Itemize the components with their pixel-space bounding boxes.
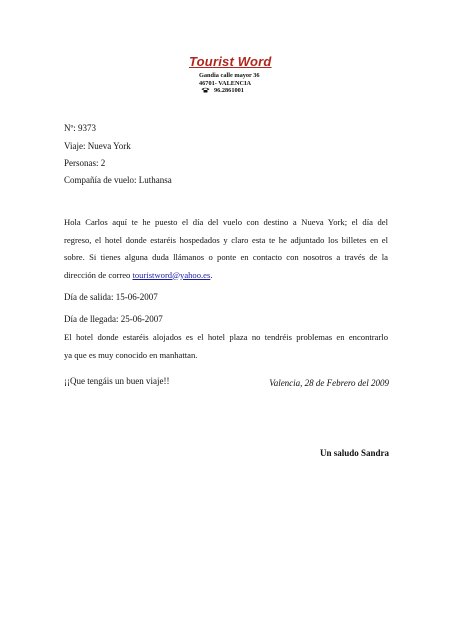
phone-icon [201, 87, 210, 93]
paragraph-line: El hotel donde estaréis alojados es el hotel plaza no tendréis problemas en encontrarlo [64, 332, 388, 342]
address-street: Gandia calle mayor 36 [199, 72, 260, 79]
paragraph-line [64, 267, 388, 285]
paragraph-line: Hola Carlos aquí te he puesto el día del vuelo con destino a Nueva York; el día del [64, 217, 388, 227]
hotel-paragraph [64, 329, 388, 364]
phone-number: 96.2861001 [214, 87, 244, 94]
booking-trip: Viaje: Nueva York [64, 141, 131, 151]
message-paragraph [64, 214, 388, 284]
phone-line [201, 87, 244, 95]
paragraph-line: sobre. Si tienes alguna duda llámanos o ponte en contacto con nosotros a través de la [64, 252, 388, 262]
departure-date: Día de salida: 15-06-2007 [64, 292, 158, 302]
arrival-date: Día de llegada: 25-06-2007 [64, 314, 163, 324]
booking-airline: Compañía de vuelo: Luthansa [64, 175, 172, 185]
paragraph-line: ya que es muy conocido en manhattan. [64, 349, 198, 360]
booking-number: Nº: 9373 [64, 123, 97, 133]
email-link[interactable]: touristword@yahoo.es [132, 269, 211, 280]
address-city: 46701- VALENCIA [199, 79, 252, 87]
email-prefix: dirección de correo [64, 269, 133, 280]
good-trip-wish: ¡¡Que tengáis un buen viaje!! [64, 376, 170, 386]
signature: Un saludo Sandra [319, 448, 389, 458]
booking-persons: Personas: 2 [64, 158, 106, 168]
paragraph-line: regreso, el hotel donde estaréis hospedados y claro esta te he adjuntado los billetes en el [64, 234, 388, 245]
brand-title: Tourist Word [189, 54, 272, 69]
letter-date: Valencia, 28 de Febrero del 2009 [269, 378, 389, 388]
email-suffix: . [210, 269, 213, 280]
